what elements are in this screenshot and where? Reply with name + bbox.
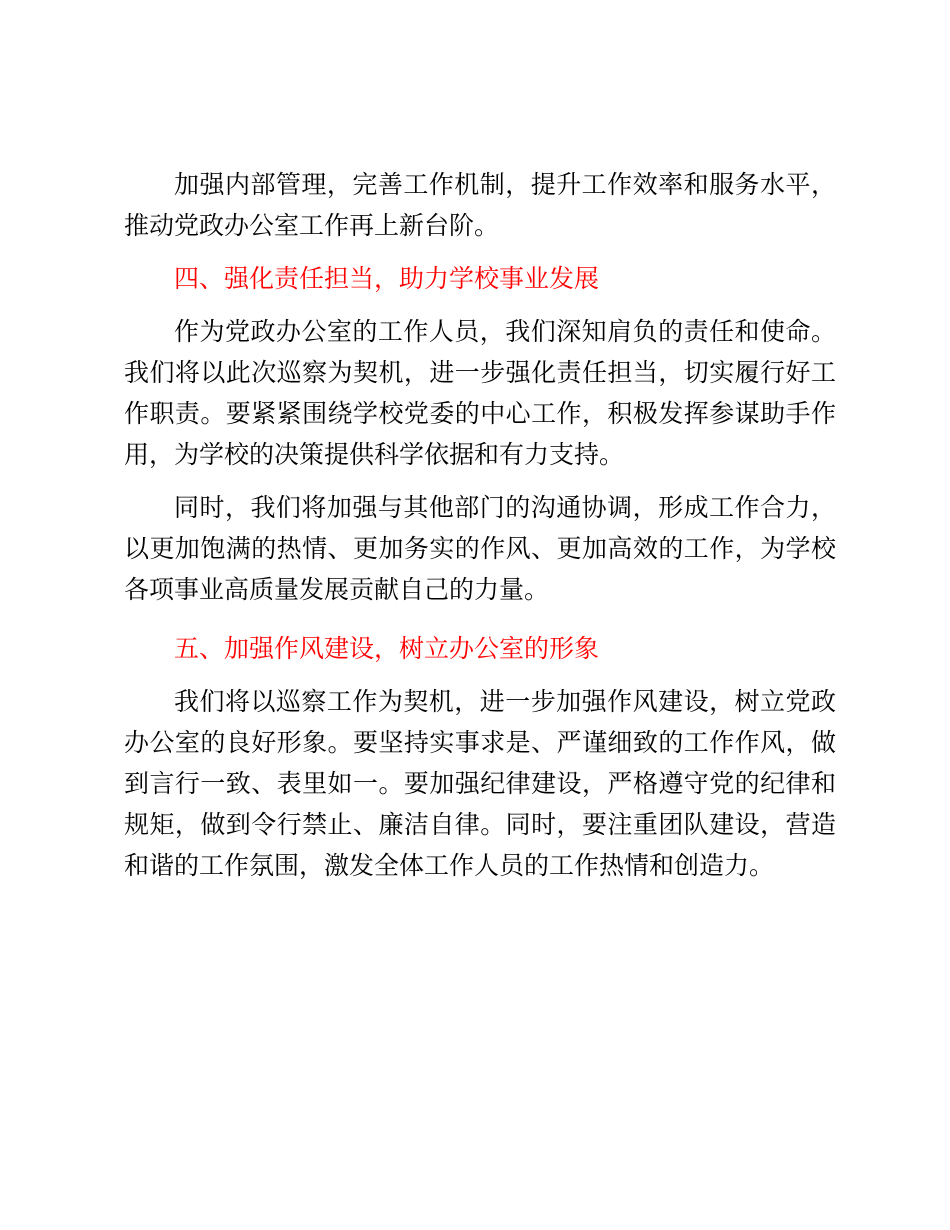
- paragraph-coordination: 同时，我们将加强与其他部门的沟通协调，形成工作合力，以更加饱满的热情、更加务实的作风、更加高效的工作，为学校各项事业高质量发展贡献自己的力量。: [124, 493, 836, 604]
- paragraph-spacer: [124, 299, 836, 311]
- paragraph-management: 加强内部管理，完善工作机制，提升工作效率和服务水平，推动党政办公室工作再上新台阶。: [124, 170, 836, 240]
- section-heading-5: 五、加强作风建设，树立办公室的形象: [174, 634, 600, 663]
- paragraph-responsibility: 作为党政办公室的工作人员，我们深知肩负的责任和使命。我们将以此次巡察为契机，进一步强化责任担当，切实履行好工作职责。要紧紧围绕学校党委的中心工作，积极发挥参谋助手作用，为学校的决策提供科学依据和有力支持。: [124, 317, 836, 469]
- document-body: [124, 164, 836, 886]
- paragraph-spacer: [124, 475, 836, 487]
- paragraph-spacer: [124, 669, 836, 681]
- paragraph-work-style: 我们将以巡察工作为契机，进一步加强作风建设，树立党政办公室的良好形象。要坚持实事求是、严谨细致的工作作风，做到言行一致、表里如一。要加强纪律建设，严格遵守党的纪律和规矩，做到令行禁止、廉洁自律。同时，要注重团队建设，营造和谐的工作氛围，激发全体工作人员的工作热情和创造力。: [124, 687, 836, 880]
- paragraph-spacer: [124, 610, 836, 628]
- paragraph-spacer: [124, 246, 836, 258]
- section-heading-4: 四、强化责任担当，助力学校事业发展: [174, 264, 600, 293]
